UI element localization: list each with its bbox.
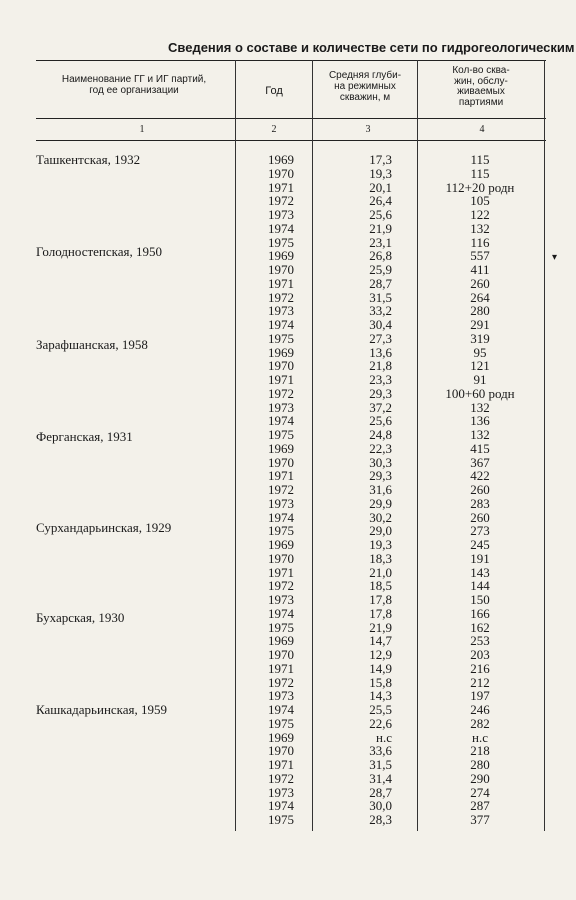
table-cell-year: 1973 xyxy=(268,207,294,222)
table-cell-count: 121 xyxy=(470,358,490,374)
table-cell-depth: 31,5 xyxy=(369,757,392,772)
table-cell-count: 274 xyxy=(470,784,490,800)
table-cell-depth: 33,6 xyxy=(369,743,392,759)
table-cell-depth: 29,3 xyxy=(369,468,392,484)
table-cell-depth: 30,2 xyxy=(369,509,392,525)
table-cell-year: 1970 xyxy=(268,454,294,470)
table-cell-count: 143 xyxy=(470,564,490,580)
table-cell-count: 115 xyxy=(470,152,490,167)
table-cell-year: 1971 xyxy=(268,660,294,676)
table-cell-count: 282 xyxy=(470,715,490,731)
table-cell-year: 1970 xyxy=(268,743,294,759)
header-year: Год xyxy=(265,85,283,97)
column-number-1: 1 xyxy=(139,124,145,135)
table-cell-year: 1974 xyxy=(268,702,294,717)
table-cell-depth: 13,6 xyxy=(369,344,392,360)
table-cell-count: 191 xyxy=(470,550,490,566)
table-cell-count: 411 xyxy=(470,262,490,277)
table-cell-depth: 25,9 xyxy=(369,262,392,277)
table-cell-year: 1969 xyxy=(268,537,294,552)
table-cell-year: 1972 xyxy=(268,385,294,401)
table-cell-count: 415 xyxy=(470,440,490,456)
table-cell-depth: 17,3 xyxy=(369,152,392,167)
table-cell-count: 144 xyxy=(470,578,490,594)
table-cell-year: 1969 xyxy=(268,729,294,745)
table-cell-depth: 22,3 xyxy=(369,440,392,456)
table-cell-count: 197 xyxy=(470,688,490,704)
table-cell-year: 1975 xyxy=(268,523,294,539)
table-cell-year: 1973 xyxy=(268,495,294,511)
table-cell-count: 245 xyxy=(470,537,490,552)
table-cell-year: 1975 xyxy=(268,619,294,635)
table-cell-depth: 18,3 xyxy=(369,550,392,566)
table-cell-year: 1975 xyxy=(268,427,294,442)
header-depth: Средняя глуби- на режимных скважин, м xyxy=(328,70,402,103)
table-cell-year: 1971 xyxy=(268,179,294,195)
column-divider-2 xyxy=(312,60,313,831)
table-cell-count: 280 xyxy=(470,757,490,772)
table-cell-depth: 33,2 xyxy=(369,303,392,319)
table-cell-depth: 30,0 xyxy=(369,798,392,814)
table-cell-depth: 14,3 xyxy=(369,688,392,704)
table-cell-depth: 21,0 xyxy=(369,564,392,580)
table-cell-depth: 17,8 xyxy=(369,592,392,607)
header-count: Кол-во сква- жин, обслу- живаемых партиями xyxy=(452,65,510,108)
table-cell-year: 1974 xyxy=(268,220,294,236)
table-cell-depth: 29,3 xyxy=(369,385,392,401)
table-cell-count: 273 xyxy=(470,523,490,539)
table-cell-year: 1974 xyxy=(268,413,294,429)
table-cell-depth: 21,8 xyxy=(369,358,392,374)
table-cell-year: 1974 xyxy=(268,798,294,814)
table-cell-year: 1969 xyxy=(268,152,294,167)
table-cell-count: 112+20 родн xyxy=(445,179,515,195)
margin-mark: ▾ xyxy=(552,252,558,263)
org-name-bukhara: Бухарская, 1930 xyxy=(36,610,125,625)
table-cell-count: 105 xyxy=(470,193,490,209)
table-cell-count: 280 xyxy=(470,303,490,319)
table-cell-depth: 26,8 xyxy=(369,248,392,264)
table-cell-depth: 19,3 xyxy=(369,165,392,181)
table-cell-count: 162 xyxy=(470,619,490,635)
org-name-kashkadarya: Кашкадарьинская, 1959 xyxy=(36,702,168,717)
table-cell-year: 1970 xyxy=(268,165,294,181)
table-cell-depth: 23,3 xyxy=(369,372,392,387)
table-cell-count: 253 xyxy=(470,633,490,649)
table-cell-count: 264 xyxy=(470,289,490,305)
table-cell-depth: 30,4 xyxy=(369,317,392,332)
table-cell-depth: 31,5 xyxy=(369,289,392,305)
table-cell-year: 1973 xyxy=(268,784,294,800)
table-cell-depth: 27,3 xyxy=(369,330,392,346)
table-cell-year: 1969 xyxy=(268,633,294,649)
org-name-golodnostep: Голодностепская, 1950 xyxy=(36,244,163,259)
table-cell-depth: 28,3 xyxy=(369,812,392,827)
table-cell-depth: 24,8 xyxy=(369,427,392,442)
table-cell-count: 422 xyxy=(470,468,490,484)
table-cell-year: 1971 xyxy=(268,757,294,772)
column-divider-4 xyxy=(544,60,545,831)
table-cell-year: 1971 xyxy=(268,372,294,387)
table-cell-depth: 20,1 xyxy=(369,179,392,195)
table-cell-year: 1974 xyxy=(268,317,294,332)
table-cell-depth: 18,5 xyxy=(369,578,392,594)
table-cell-depth: 31,6 xyxy=(369,482,392,497)
table-cell-count: 260 xyxy=(470,482,490,497)
table-cell-year: 1969 xyxy=(268,248,294,264)
table-cell-count: 150 xyxy=(470,592,490,607)
table-cell-count: 132 xyxy=(470,220,490,236)
table-cell-depth: 28,7 xyxy=(369,784,392,800)
org-name-surkhandarya: Сурхандарьинская, 1929 xyxy=(36,520,172,535)
table-cell-count: 122 xyxy=(470,207,490,222)
table-cell-count: 246 xyxy=(470,702,490,717)
table-cell-year: 1969 xyxy=(268,344,294,360)
header-name: Наименование ГГ и ИГ партий, год ее организации xyxy=(61,74,207,96)
table-cell-year: 1973 xyxy=(268,592,294,607)
table-cell-count: 290 xyxy=(470,770,490,786)
table-cell-count: н.с xyxy=(472,729,488,745)
org-name-fergana: Ферганская, 1931 xyxy=(36,429,133,444)
table-cell-year: 1970 xyxy=(268,358,294,374)
table-cell-count: 260 xyxy=(470,275,490,291)
table-cell-depth: 26,4 xyxy=(369,193,392,209)
table-cell-count: 287 xyxy=(470,798,490,814)
table-cell-year: 1971 xyxy=(268,275,294,291)
table-cell-depth: 14,9 xyxy=(369,660,392,676)
org-name-zarafshan: Зарафшанская, 1958 xyxy=(36,337,148,352)
table-cell-year: 1972 xyxy=(268,770,294,786)
table-cell-count: 218 xyxy=(470,743,490,759)
table-cell-year: 1973 xyxy=(268,399,294,415)
table-cell-year: 1974 xyxy=(268,509,294,525)
table-cell-depth: 21,9 xyxy=(369,619,392,635)
table-cell-year: 1972 xyxy=(268,482,294,497)
table-cell-count: 136 xyxy=(470,413,490,429)
table-cell-depth: 23,1 xyxy=(369,234,392,250)
table-cell-depth: 31,4 xyxy=(369,770,392,786)
table-cell-year: 1972 xyxy=(268,289,294,305)
table-cell-count: 212 xyxy=(470,674,490,690)
table-cell-depth: 25,5 xyxy=(369,702,392,717)
table-cell-year: 1972 xyxy=(268,193,294,209)
header-rule xyxy=(36,118,546,119)
table-cell-year: 1975 xyxy=(268,715,294,731)
table-cell-year: 1974 xyxy=(268,605,294,621)
table-cell-count: 203 xyxy=(470,647,490,662)
table-cell-depth: 22,6 xyxy=(369,715,392,731)
table-cell-count: 367 xyxy=(470,454,490,470)
table-cell-count: 116 xyxy=(470,234,490,250)
table-cell-count: 166 xyxy=(470,605,490,621)
table-cell-depth: 21,9 xyxy=(369,220,392,236)
table-cell-count: 91 xyxy=(473,372,487,387)
table-cell-year: 1975 xyxy=(268,812,294,827)
table-cell-year: 1972 xyxy=(268,578,294,594)
table-cell-depth: 15,8 xyxy=(369,674,392,690)
table-cell-year: 1969 xyxy=(268,440,294,456)
table-cell-year: 1973 xyxy=(268,688,294,704)
table-cell-count: 377 xyxy=(470,812,490,827)
table-cell-count: 260 xyxy=(470,509,490,525)
table-cell-count: 132 xyxy=(470,399,490,415)
table-cell-depth: 17,8 xyxy=(369,605,392,621)
column-divider-1 xyxy=(235,60,236,831)
page-title: Сведения о составе и количестве сети по гидрогеологическим xyxy=(168,40,575,55)
table-cell-depth: 25,6 xyxy=(369,413,392,429)
table-cell-depth: 37,2 xyxy=(369,399,392,415)
table-cell-year: 1970 xyxy=(268,647,294,662)
table-cell-depth: 28,7 xyxy=(369,275,392,291)
table-cell-year: 1971 xyxy=(268,564,294,580)
table-cell-year: 1971 xyxy=(268,468,294,484)
table-cell-depth: 30,3 xyxy=(369,454,392,470)
table-cell-depth: н.с xyxy=(376,729,392,745)
org-name-tashkent: Ташкентская, 1932 xyxy=(36,152,141,167)
table-cell-depth: 29,9 xyxy=(369,495,392,511)
table-cell-year: 1972 xyxy=(268,674,294,690)
table-cell-depth: 14,7 xyxy=(369,633,392,649)
table-cell-count: 95 xyxy=(473,344,487,360)
table-cell-year: 1970 xyxy=(268,550,294,566)
table-top-rule xyxy=(36,60,546,61)
column-number-4: 4 xyxy=(479,124,485,135)
table-cell-year: 1970 xyxy=(268,262,294,277)
table-cell-count: 100+60 родн xyxy=(445,385,515,401)
table-cell-count: 132 xyxy=(470,427,490,442)
table-cell-year: 1975 xyxy=(268,330,294,346)
table-cell-count: 291 xyxy=(470,317,490,332)
table-cell-count: 283 xyxy=(470,495,490,511)
table-cell-count: 557 xyxy=(470,248,490,264)
colnum-rule xyxy=(36,140,546,141)
table-cell-depth: 19,3 xyxy=(369,537,392,552)
table-cell-year: 1973 xyxy=(268,303,294,319)
column-number-2: 2 xyxy=(271,124,277,135)
table-cell-year: 1975 xyxy=(268,234,294,250)
table-cell-count: 115 xyxy=(470,165,490,181)
table-cell-depth: 29,0 xyxy=(369,523,392,539)
column-number-3: 3 xyxy=(365,124,371,135)
table-cell-depth: 12,9 xyxy=(369,647,392,662)
table-cell-depth: 25,6 xyxy=(369,207,392,222)
table-cell-count: 319 xyxy=(470,330,490,346)
table-cell-count: 216 xyxy=(470,660,490,676)
